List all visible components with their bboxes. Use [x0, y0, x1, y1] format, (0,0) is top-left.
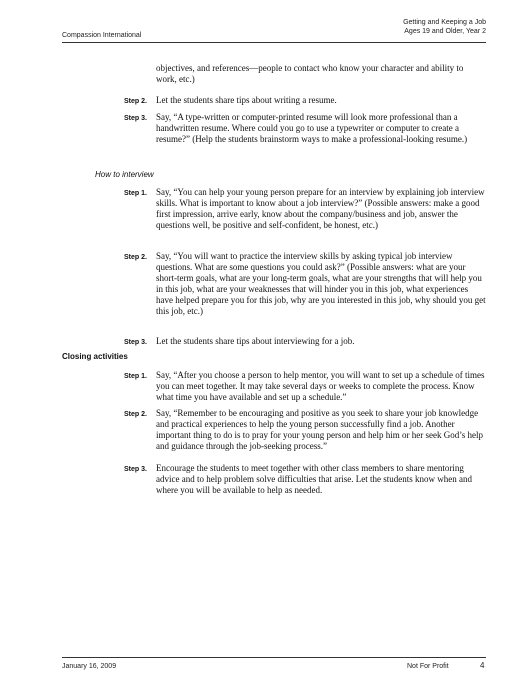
- step-text: Say, “A type-written or computer-printed resume will look more professional than a handwritten resume. Where could you go to use a typewriter or computer to create a resume?” (Help the students brainstorm ways to make a professional-looking resume.): [156, 112, 468, 144]
- header-title: [403, 18, 486, 36]
- interview-heading: How to interview: [95, 170, 154, 179]
- step-label: Step 2.: [124, 254, 147, 261]
- step-label: Step 1.: [124, 190, 147, 197]
- header-organization: Compassion International: [62, 32, 142, 39]
- intro-continuation: [62, 63, 486, 85]
- header-title-line1: Getting and Keeping a Job: [403, 19, 486, 26]
- resume-step-2: [62, 95, 486, 106]
- header-title-line2: Ages 19 and Older, Year 2: [404, 28, 486, 35]
- step-label: Step 3.: [124, 339, 147, 346]
- closing-step-3: [62, 463, 486, 496]
- footer-notice: Not For Profit: [407, 663, 449, 670]
- step-label: Step 2.: [124, 98, 147, 105]
- step-label: Step 2.: [124, 411, 147, 418]
- step-label: Step 3.: [124, 466, 147, 473]
- footer-date: January 16, 2009: [62, 663, 117, 670]
- intro-continuation-text: objectives, and references—people to contact who know your character and ability to work, etc.): [156, 63, 464, 84]
- step-text: Say, “You will want to practice the interview skills by asking typical job interview questions. What are some questions you could ask?” (Possible answers: what are your short-term goals, what are your long-term goals, what are your strengths that will help you in this job, what are your weaknesses that will hinder you in this job, what experiences have helped prepare you for this job, why are you interested in this job, why should you get this job, etc.): [156, 251, 486, 316]
- closing-step-2: [62, 408, 486, 452]
- page-number: 4: [480, 661, 485, 670]
- closing-step-1: [62, 370, 486, 403]
- step-text: Let the students share tips about writing a resume.: [156, 95, 337, 105]
- interview-step-3: [62, 336, 486, 347]
- header-rule: [62, 42, 486, 43]
- interview-step-2: [62, 251, 486, 317]
- closing-heading: Closing activities: [62, 352, 128, 361]
- step-text: Say, “After you choose a person to help mentor, you will want to set up a schedule of times you can meet together. It may take several days or weeks to complete the process. Know what time you have available and set up a schedule.”: [156, 370, 485, 402]
- step-text: Encourage the students to meet together with other class members to share mentoring advice and to help problem solve difficulties that arise. Let the students know when and where you will be available to help as needed.: [156, 463, 473, 495]
- interview-step-1: [62, 187, 486, 231]
- step-label: Step 3.: [124, 115, 147, 122]
- step-text: Say, “Remember to be encouraging and positive as you seek to share your job knowledge and practical experiences to help the young person successfully find a job. Another important thing to do is to pray for your young person and help him or her seek God’s help and guidance through the job-seeking process.”: [156, 408, 483, 451]
- resume-step-3: [62, 112, 486, 145]
- step-text: Say, “You can help your young person prepare for an interview by explaining job interview skills. What is important to know about a job interview?” (Possible answers: make a good first impression, arrive early, know about the company/business and job, answer the questions well, be positive and self-confident, be honest, etc.): [156, 187, 485, 230]
- step-text: Let the students share tips about interviewing for a job.: [156, 336, 355, 346]
- footer-rule: [62, 657, 486, 658]
- step-label: Step 1.: [124, 373, 147, 380]
